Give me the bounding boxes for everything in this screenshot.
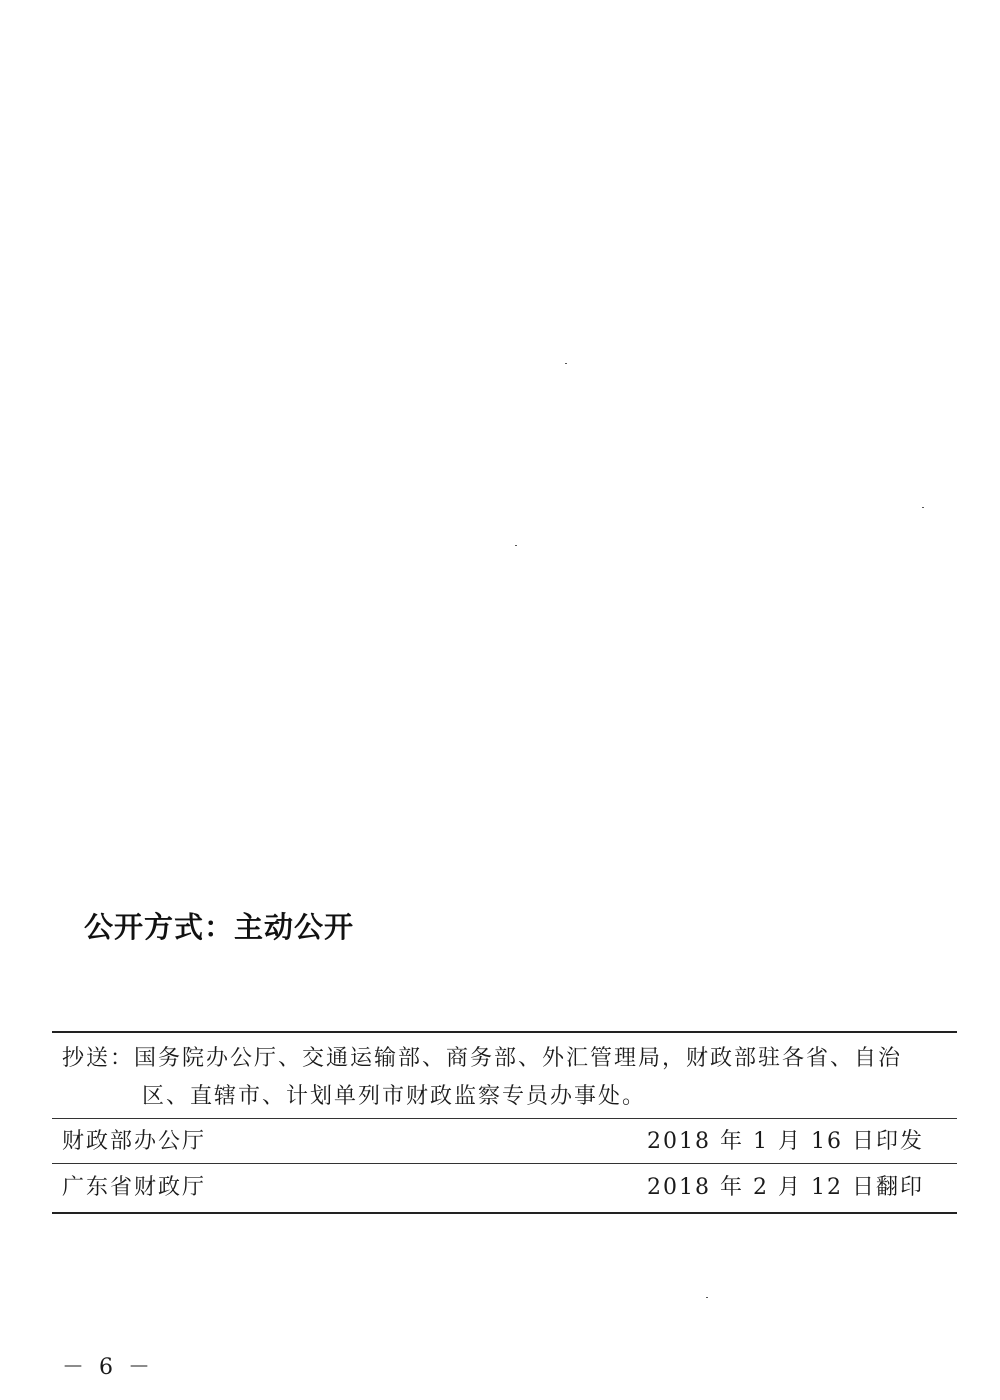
divider-top [52, 1031, 957, 1033]
cc-label: 抄送： [62, 1046, 135, 1071]
disclosure-label: 公开方式： [84, 910, 235, 944]
issue-date: 2018 年 1 月 16 日印发 [647, 1129, 924, 1154]
scan-speck [706, 1297, 708, 1298]
disclosure-value: 主动公开 [234, 910, 355, 944]
page-number: － 6 － [62, 1355, 154, 1380]
divider-cc [52, 1118, 957, 1119]
issuance-row [62, 1170, 924, 1201]
divider-middle [52, 1163, 957, 1164]
issue-date: 2018 年 2 月 12 日翻印 [647, 1175, 924, 1200]
disclosure-method [84, 905, 354, 946]
cc-recipients-line1: 国务院办公厅、交通运输部、商务部、外汇管理局，财政部驻各省、自治 [134, 1046, 903, 1071]
cc-list [62, 1040, 952, 1116]
issuer: 广东省财政厅 [62, 1175, 207, 1200]
issuance-row [62, 1124, 924, 1155]
divider-bottom [52, 1212, 957, 1214]
scan-speck [515, 545, 517, 546]
scan-speck [922, 507, 924, 508]
scan-speck [565, 363, 567, 364]
issuer: 财政部办公厅 [62, 1129, 207, 1154]
cc-recipients-line2: 区、直辖市、计划单列市财政监察专员办事处。 [142, 1084, 647, 1109]
